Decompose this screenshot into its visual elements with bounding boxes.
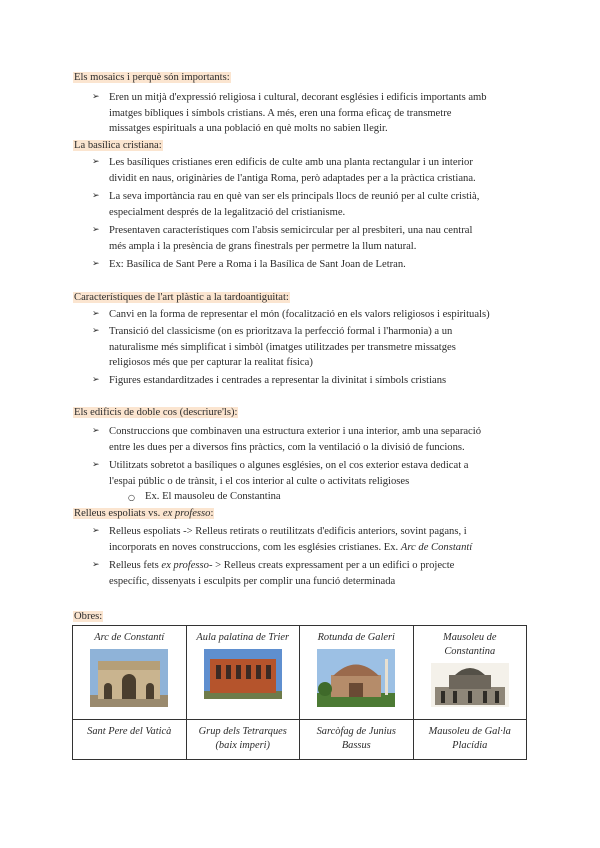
line: Construccions que combinaven una estructura exterior i una interior, amb una separació <box>109 426 481 437</box>
line: La seva importància rau en què van ser els principals llocs de reunió per al culte cristià, <box>109 191 480 202</box>
bullet-arrow-icon: ➢ <box>92 460 100 470</box>
line: Canvi en la forma de representar el món (focalització en els valors religiosos i espirituals) <box>109 309 490 320</box>
relleus-bullet-2 <box>109 558 533 589</box>
bullet-arrow-icon: ➢ <box>92 191 100 201</box>
bullet-arrow-icon: ➢ <box>92 526 100 536</box>
heading-obres-text: Obres: <box>74 611 103 622</box>
doble-sub-bullet: Ex. El mausoleu de Constantina <box>145 491 281 502</box>
table-cell <box>413 626 527 720</box>
text-span: incorporats en noves construccions, com les esglésies cristianes. Ex. <box>109 541 401 553</box>
basilica-photo-icon <box>204 649 282 699</box>
relleus-bullet-1 <box>109 524 533 555</box>
table-cell <box>186 626 300 720</box>
doble-bullet-2 <box>109 458 533 489</box>
text-span-italic: ex professo <box>161 560 209 571</box>
basilica-bullet-3 <box>109 223 533 254</box>
table-cell <box>413 720 527 760</box>
heading-art <box>73 290 290 306</box>
bullet-arrow-icon: ➢ <box>92 326 100 336</box>
basilica-bullet-1 <box>109 155 533 186</box>
line: Presentaven característiques com l'absis semicircular per al presbiteri, una nau central <box>109 225 473 236</box>
line: específic, dissenyats i esculpits per complir una funció determinada <box>109 575 396 587</box>
line: religiosos més que per capturar la realitat física) <box>109 357 313 368</box>
table-cell <box>300 720 414 760</box>
art-bullet-3 <box>109 373 533 389</box>
table-cell <box>186 720 300 760</box>
line: especialment després de la legalització del cristianisme. <box>109 206 346 218</box>
heading-relleus-end: : <box>210 508 214 519</box>
bullet-arrow-icon: ➢ <box>92 157 100 167</box>
text-span: - > Relleus creats expressament per a un edifici o projecte <box>208 560 455 571</box>
line: dividit en naus, originàries de l'antiga Roma, però adaptades per a la pràctica cristiana. <box>109 172 476 184</box>
cell-label: Mausoleu de Constantina <box>443 632 497 657</box>
art-bullet-2 <box>109 324 533 371</box>
cell-label: Rotunda de Galeri <box>317 632 395 643</box>
bullet-arrow-icon: ➢ <box>92 309 100 319</box>
bullet-arrow-icon: ➢ <box>92 560 100 570</box>
line <box>109 558 533 574</box>
line: Eren un mitjà d'expressió religiosa i cultural, decorant esglésies i edificis importants amb <box>109 92 487 103</box>
mausoleum-drawing-icon <box>431 663 509 707</box>
cell-label: Mausoleu de Gal·la Placídia <box>428 726 511 751</box>
table-cell <box>300 626 414 720</box>
cell-label: Sarcòfag de Junius Bassus <box>316 726 396 751</box>
line: Ex: Basílica de Sant Pere a Roma i la Basílica de Sant Joan de Letran. <box>109 259 406 270</box>
sub-bullet-circle-icon: ○ <box>128 493 135 502</box>
heading-basilica <box>73 138 163 154</box>
heading-mosaics <box>73 70 231 86</box>
heading-obres <box>73 609 103 625</box>
line: naturalisme més simplificat i simbòl (imatges utilitzades per transmetre missatges <box>109 341 456 353</box>
cell-label: Sant Pere del Vaticà <box>87 726 172 737</box>
rotunda-photo-icon <box>317 649 395 707</box>
heading-relleus-text <box>73 508 214 519</box>
bullet-arrow-icon: ➢ <box>92 225 100 235</box>
line: entre les dues per a diversos fins pràctics, com la ventilació o la divisió de funcions. <box>109 441 465 453</box>
line <box>109 540 533 556</box>
bullet-arrow-icon: ➢ <box>92 375 100 385</box>
heading-mosaics-text: Els mosaics i perquè són importants: <box>74 72 230 83</box>
line: missatges espirituals a una població en què molts no sabien llegir. <box>109 123 388 134</box>
line: Les basíliques cristianes eren edificis de culte amb una planta rectangular i un interior <box>109 157 473 168</box>
line: Relleus espoliats -> Relleus retirats o reutilitzats d'edificis anteriors, sovint pagans, i <box>109 526 467 537</box>
heading-relleus-plain: Relleus espoliats vs. <box>74 508 163 519</box>
table-cell <box>73 720 187 760</box>
line: Transició del classicisme (on es prioritzava la perfecció formal i l'harmonia) a un <box>109 326 453 337</box>
bullet-arrow-icon: ➢ <box>92 92 100 102</box>
text-span-italic: Arc de Constantí <box>400 541 473 553</box>
cell-label: Aula palatina de Trier <box>196 632 290 643</box>
line: imatges bíbliques i símbols cristians. A més, eren una forma eficaç de transmetre <box>109 107 452 119</box>
line: Figures estandarditzades i centrades a representar la divinitat i símbols cristians <box>109 375 447 386</box>
works-table <box>72 625 527 760</box>
table-row <box>73 720 527 760</box>
text-span: Relleus fets <box>109 560 162 571</box>
mosaics-bullet-1 <box>109 90 533 137</box>
heading-basilica-text: La basílica cristiana: <box>74 140 162 151</box>
basilica-bullet-2 <box>109 189 533 220</box>
bullet-arrow-icon: ➢ <box>92 426 100 436</box>
heading-doble-cos-text: Els edificis de doble cos (descriure'ls): <box>74 407 238 418</box>
heading-art-text: Característiques de l'art plàstic a la tardoantiguitat: <box>74 292 289 303</box>
heading-doble-cos <box>73 405 238 421</box>
basilica-bullet-4 <box>109 257 533 273</box>
arch-photo-icon <box>90 649 168 707</box>
doble-bullet-1 <box>109 424 533 455</box>
cell-label: Arc de Constantí <box>94 632 165 643</box>
table-row <box>73 626 527 720</box>
cell-label: Grup dels Tetrarques (baix imperi) <box>198 726 287 751</box>
line: més ampla i la presència de grans finestrals per permetre la llum natural. <box>109 240 417 252</box>
heading-relleus-italic: ex professo <box>162 508 211 519</box>
art-bullet-1 <box>109 307 533 323</box>
line: l'espai públic o de trànsit, i el cos interior al culte o activitats religioses <box>109 475 410 487</box>
line: Utilitzats sobretot a basíliques o algunes esglésies, on el cos exterior estava dedicat a <box>109 460 469 471</box>
table-cell <box>73 626 187 720</box>
heading-relleus <box>73 506 214 522</box>
bullet-arrow-icon: ➢ <box>92 259 100 269</box>
